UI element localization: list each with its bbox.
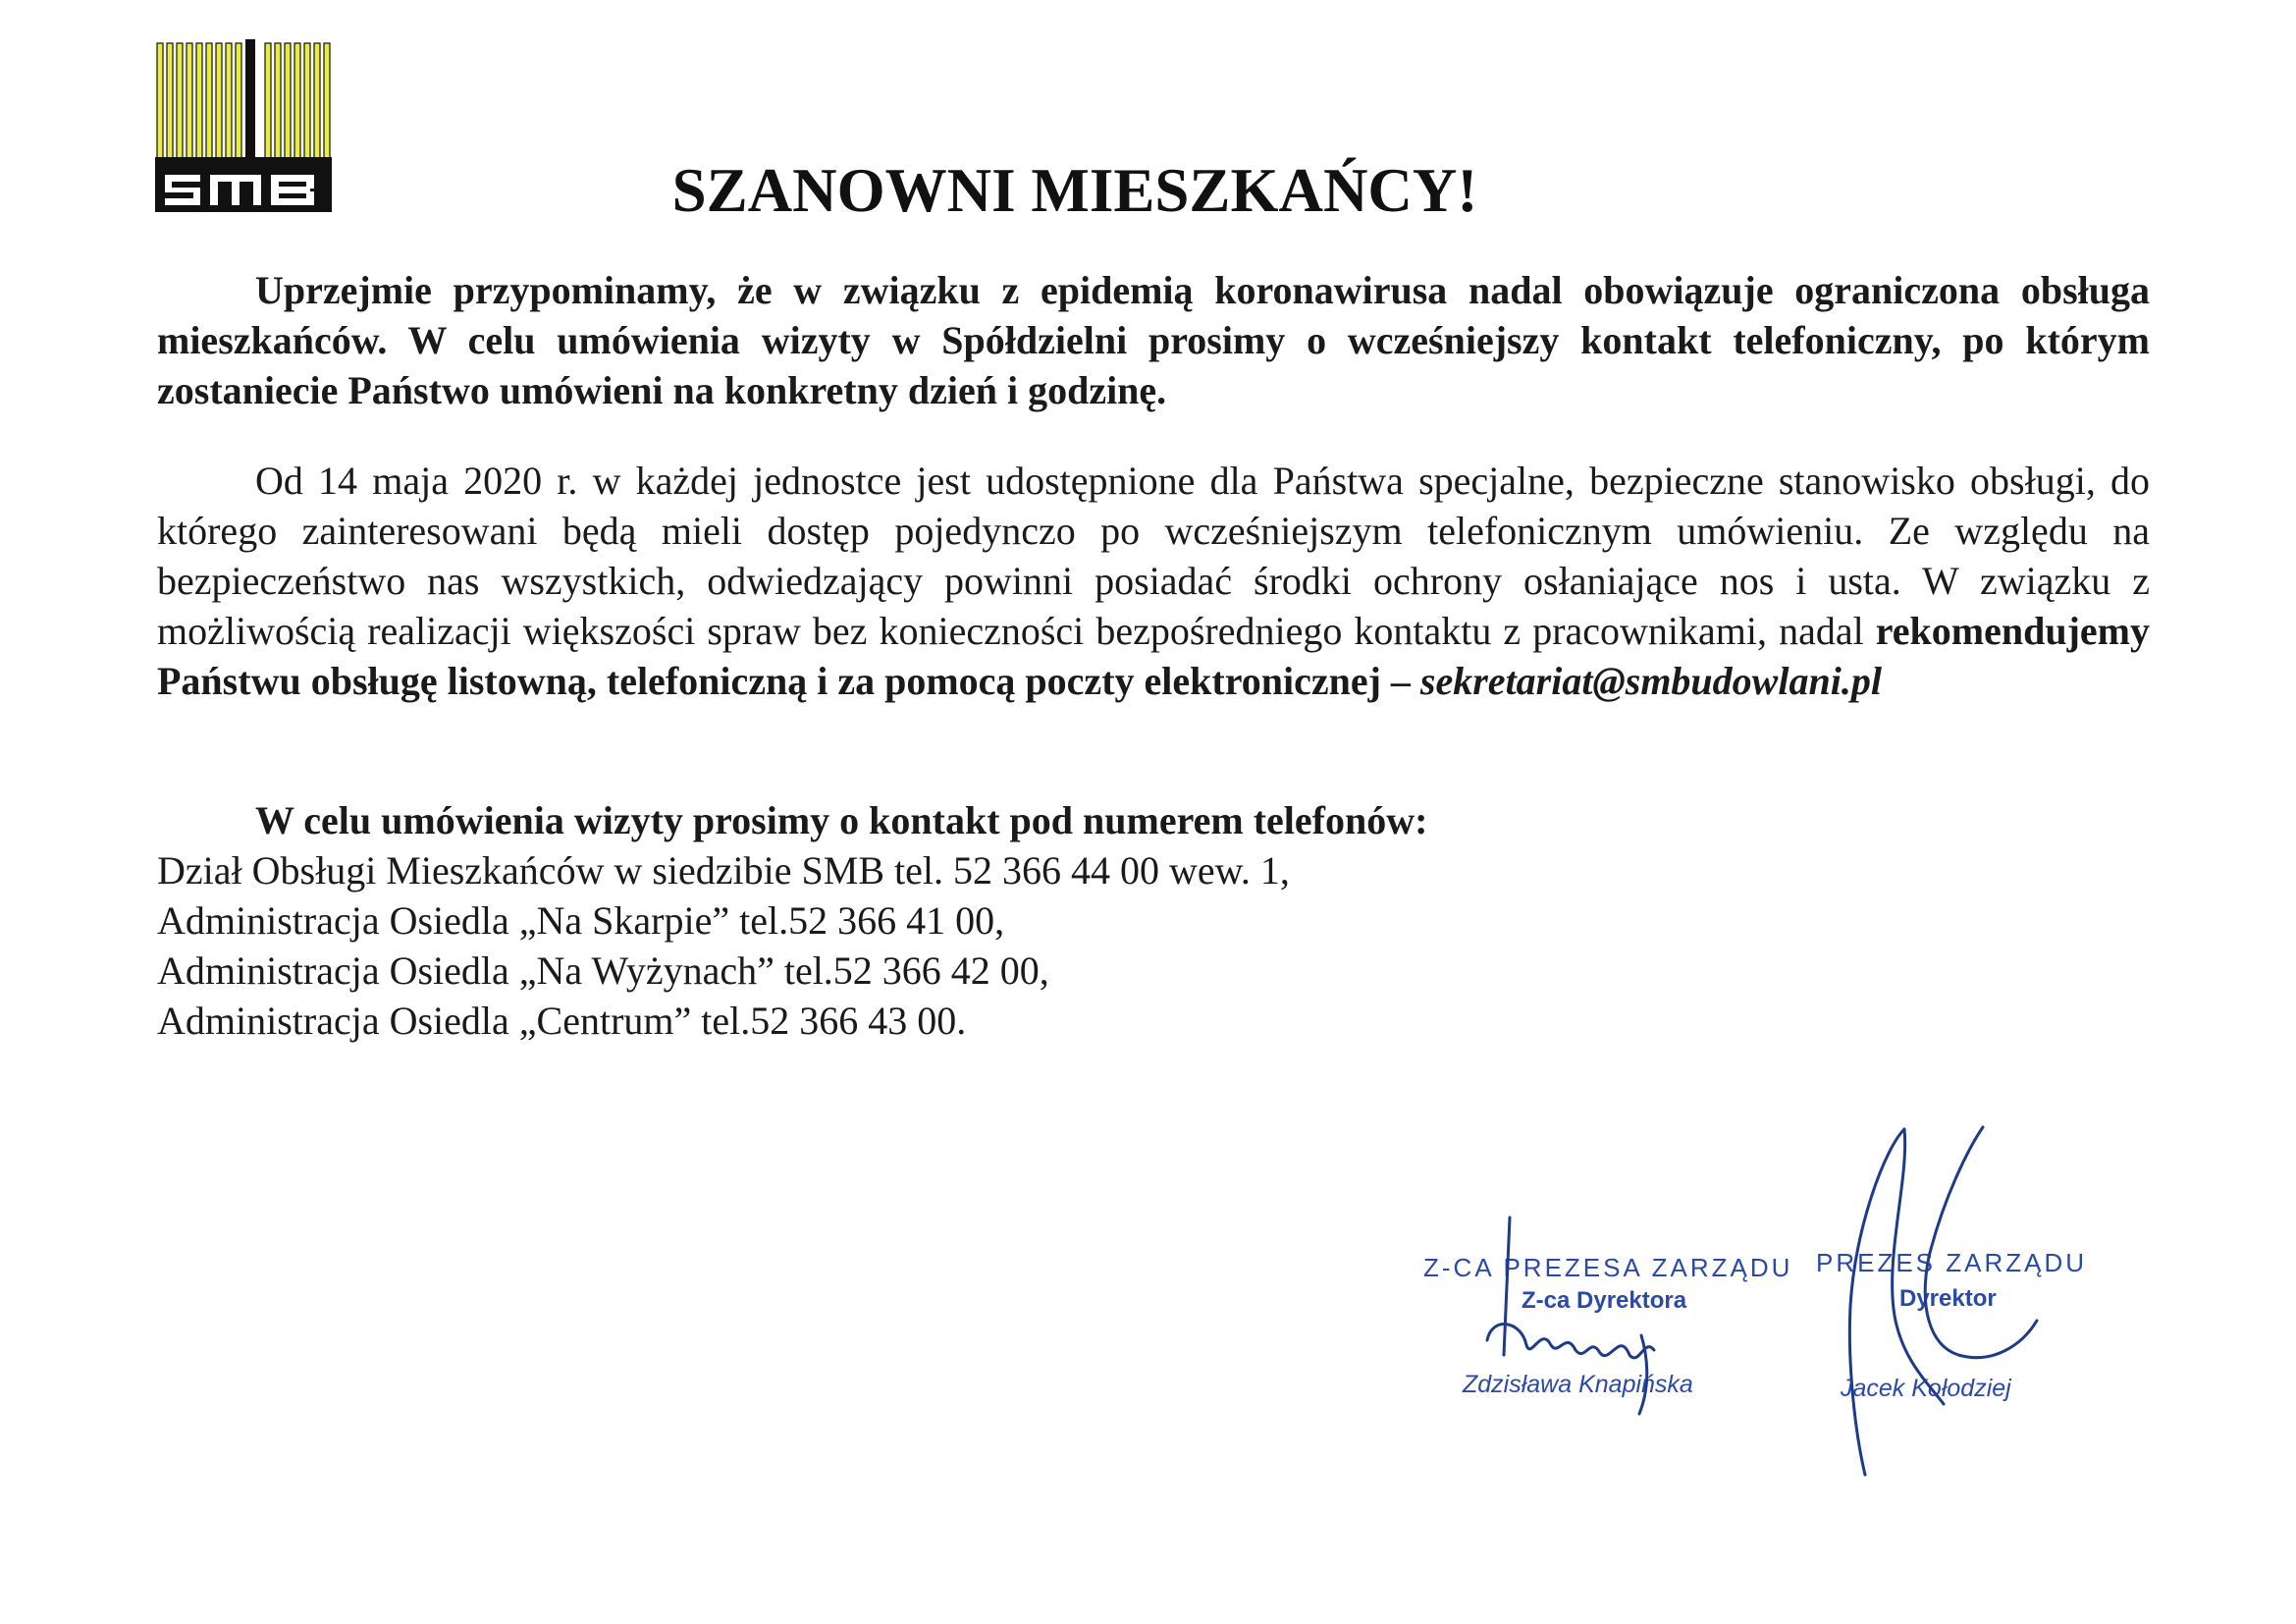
signature-stamps: [1394, 1110, 2120, 1502]
right-stamp-role: PREZES ZARZĄDU: [1816, 1248, 2088, 1277]
logo-stripe: [275, 43, 281, 159]
right-stamp: [1816, 1248, 2087, 1402]
logo-stripe: [206, 43, 212, 159]
logo-stripe: [294, 43, 300, 159]
right-stamp-position: Dyrektor: [1899, 1285, 1997, 1312]
recommendation-text: rekomendujemy Państwu obsługę listowną, telefoniczną i za pomocą poczty elektronicznej –: [157, 609, 2150, 703]
logo-stripe: [304, 43, 310, 159]
right-stamp-name: Jacek Kołodziej: [1841, 1375, 2011, 1402]
contact-line: Dział Obsługi Mieszkańców w siedzibie SMB tel. 52 366 44 00 wew. 1,: [157, 848, 1290, 893]
logo-stripes: [155, 39, 332, 167]
logo-stripe: [226, 43, 232, 159]
left-stamp-name: Zdzisława Knapińska: [1463, 1371, 1693, 1398]
service-paragraph: [157, 456, 2150, 706]
email-address: sekretariat@smbudowlani.pl: [1419, 659, 1882, 703]
logo-stripe: [167, 43, 173, 159]
logo-stripe: [285, 43, 291, 159]
left-stamp-role: Z-CA PREZESA ZARZĄDU: [1423, 1253, 1793, 1282]
contact-line: Administracja Osiedla „Centrum” tel.52 366 43 00.: [157, 999, 967, 1043]
logo-stripe: [177, 43, 183, 159]
contact-list: [157, 795, 2150, 1046]
reminder-paragraph: Uprzejmie przypominamy, że w związku z epidemią koronawirusa nadal obowiązuje ograniczona obsługa mieszkańców. W celu umówienia wizyty w Spółdzielni prosimy o wcześniejszy kontakt telefoniczny, po którym zostaniecie Państwo umówieni na konkretny dzień i godzinę.: [157, 268, 2150, 412]
service-paragraph-text: Od 14 maja 2020 r. w każdej jednostce jest udostępnione dla Państwa specjalne, bezpieczne stanowisko obsługi, do którego zainteresowani będą mieli dostęp pojedynczo po wcześniejszym telefonicznym umówieniu. Ze względu na bezpieczeństwo nas wszystkich, odwiedzający powinni posiadać środki ochrony osłaniające nos i usta. W związku z możliwością realizacji większości spraw bez konieczności bezpośredniego kontaktu z pracownikami, nadal: [157, 459, 2150, 653]
logo-stripe: [157, 43, 163, 159]
contact-line: Administracja Osiedla „Na Wyżynach” tel.52 366 42 00,: [157, 948, 1049, 993]
contact-heading: W celu umówienia wizyty prosimy o kontakt pod numerem telefonów:: [255, 798, 1428, 842]
page-title: SZANOWNI MIESZKAŃCY!: [671, 156, 1478, 225]
logo-stripe: [314, 43, 320, 159]
left-stamp: [1423, 1253, 1792, 1398]
logo-stripe: [216, 43, 222, 159]
contact-line: Administracja Osiedla „Na Skarpie” tel.52 366 41 00,: [157, 898, 1005, 943]
logo-stripe: [265, 43, 271, 159]
logo-stripe: [187, 43, 192, 159]
logo-stripe: [236, 43, 241, 159]
logo-stripe: [324, 43, 330, 159]
left-stamp-position: Z-ca Dyrektora: [1522, 1287, 1687, 1314]
logo-stripe: [196, 43, 202, 159]
